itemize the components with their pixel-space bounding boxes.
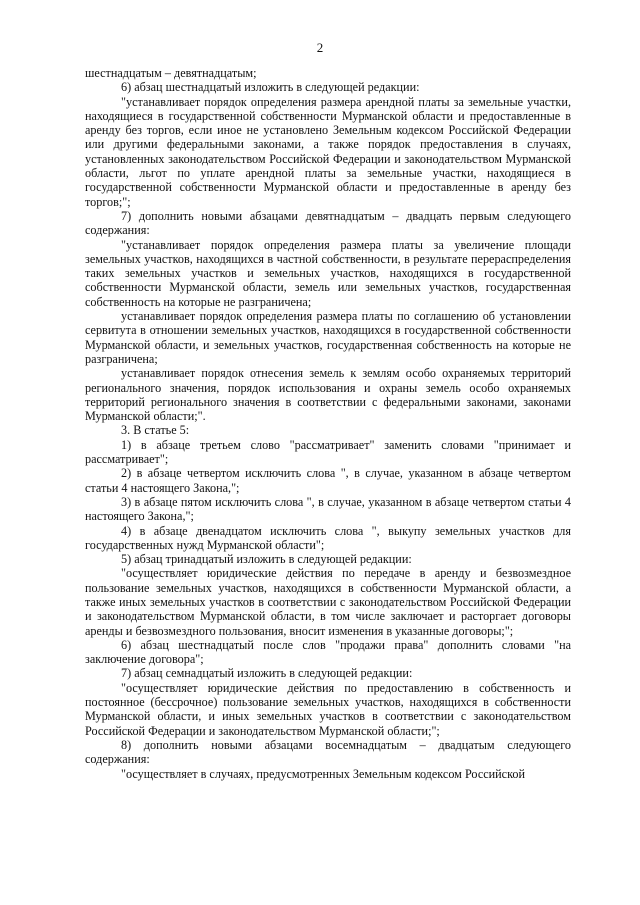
paragraph: 6) абзац шестнадцатый после слов "продажи права" дополнить словами "на заключение договора"; <box>85 637 571 667</box>
paragraph: 3) в абзаце пятом исключить слова ", в случае, указанном в абзаце четвертом статьи 4 настоящего Закона,"; <box>85 494 571 524</box>
paragraph: 8) дополнить новыми абзацами восемнадцатым – двадцатым следующего содержания: <box>85 737 571 767</box>
paragraph: 4) в абзаце двенадцатом исключить слова ", выкупу земельных участков для государственных нужд Мурманской области"; <box>85 523 571 552</box>
paragraph: 3. В статье 5: <box>121 423 190 438</box>
paragraph: 2) в абзаце четвертом исключить слова ", в случае, указанном в абзаце четвертом статьи 4 настоящего Закона,"; <box>85 466 571 495</box>
paragraph: "устанавливает порядок определения размера платы за увеличение площади земельных участков, находящихся в частной собственности, в результате перераспределения таких земельных участков и земельных участков, находящихся в государственной собственности Мурманской области, земель или земельных участков, государственная собственность на которые не разграничена; <box>85 237 571 309</box>
paragraph: "осуществляет юридические действия по предоставлению в собственность и постоянное (бессрочное) пользование земельных участков, находящихся в собственности Мурманской области, и иных земельных участков в соответствии с законодательством Российской Федерации и законодательством Мурманской области;"; <box>85 680 571 738</box>
paragraph: 7) дополнить новыми абзацами девятнадцатым – двадцать первым следующего содержания: <box>85 208 571 238</box>
paragraph: "устанавливает порядок определения размера арендной платы за земельные участки, находящиеся в государственной собственности Мурманской области и предоставленные в аренду без торгов, если иное не установлено Земельным кодексом Российской Федерации или другими федеральными законами, а также порядок предоставления в случаях, установленных законодательством Российской Федерации и законодательством Мурманской области, льгот по уплате арендной платы за земельные участки, находящиеся в государственной собственности Мурманской области и предоставленные в аренду без торгов;"; <box>85 94 571 209</box>
paragraph: устанавливает порядок определения размера платы по соглашению об установлении сервитута в отношении земельных участков, находящихся в государственной собственности Мурманской области, и земельных участков, государственная собственность на которые не разграничена; <box>85 309 571 366</box>
paragraph: устанавливает порядок отнесения земель к землям особо охраняемых территорий регионального значения, порядок использования и охраны земель особо охраняемых территорий регионального значения в соответствии с федеральными законами, законами Мурманской области;". <box>85 366 571 424</box>
paragraph: 7) абзац семнадцатый изложить в следующей редакции: <box>121 666 413 681</box>
page-number: 2 <box>316 40 324 55</box>
paragraph: 5) абзац тринадцатый изложить в следующей редакции: <box>121 552 412 567</box>
paragraph: "осуществляет юридические действия по передаче в аренду и безвозмездное пользование земельных участков, находящихся в собственности Мурманской области, а также иных земельных участков в соответствии с законодательством Российской Федерации и законодательством Мурманской области, в том числе заключает и расторгает договоры аренды и безвозмездного пользования, вносит изменения в указанные договоры;"; <box>85 566 571 638</box>
document-body <box>85 66 571 781</box>
paragraph: 1) в абзаце третьем слово "рассматривает" заменить словами "принимает и рассматривает"; <box>85 437 571 467</box>
paragraph: "осуществляет в случаях, предусмотренных Земельным кодексом Российской <box>121 766 526 781</box>
paragraph: 6) абзац шестнадцатый изложить в следующей редакции: <box>121 80 420 95</box>
paragraph: шестнадцатым – девятнадцатым; <box>85 66 257 80</box>
